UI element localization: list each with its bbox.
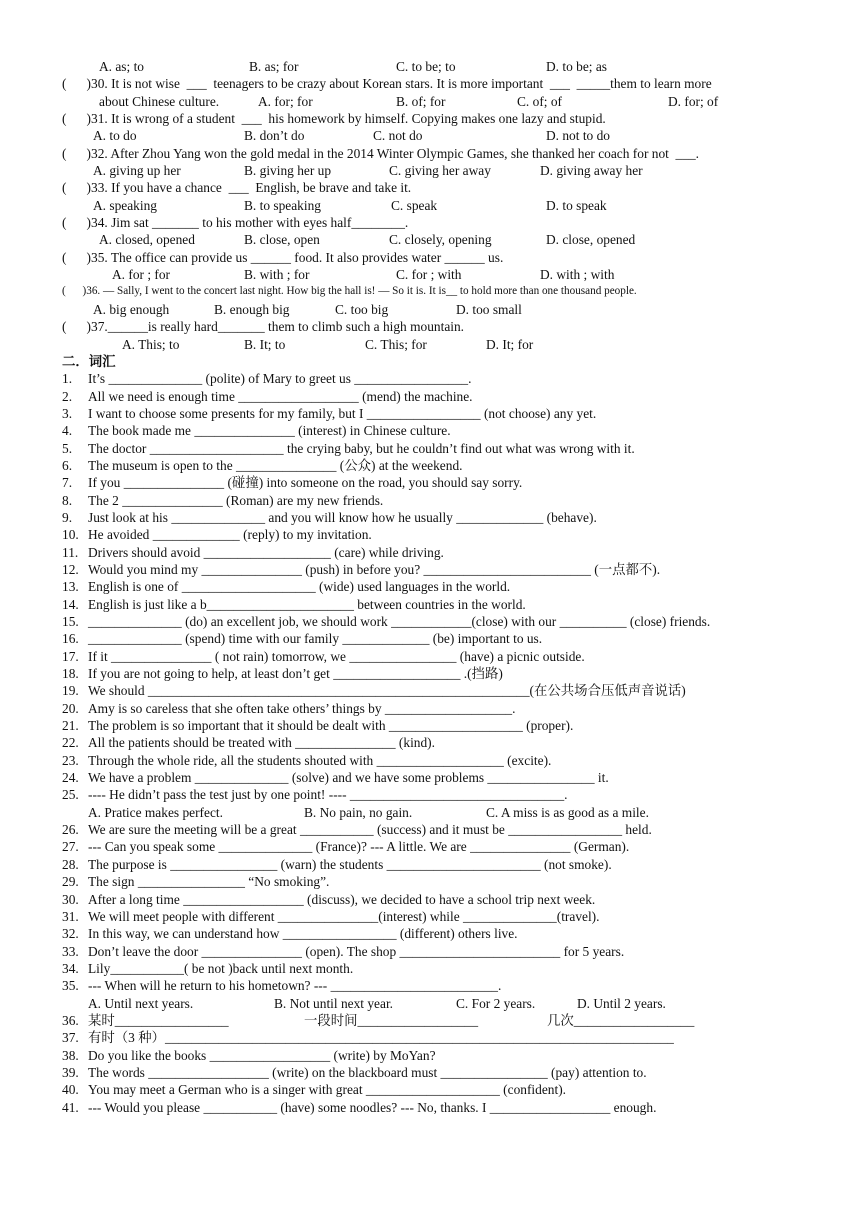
vocab-item [0, 440, 860, 457]
item-text: The sign ________________ “No smoking”. [88, 874, 330, 890]
option-c: C. A miss is as good as a mile. [486, 804, 649, 820]
option-c: C. closely, opening [389, 232, 492, 248]
option-b: B. of; for [396, 93, 446, 109]
option-a: A. closed, opened [99, 232, 195, 248]
item-number: 20. [62, 700, 79, 716]
vocab-item [0, 891, 860, 908]
item-text: Lily___________( be not )back until next month. [88, 960, 354, 976]
option-b: B. No pain, no gain. [304, 804, 413, 820]
item-number: 14. [62, 596, 79, 612]
vocab-item [0, 717, 860, 734]
vocab-item [0, 422, 860, 439]
item-number: 3. [62, 405, 73, 421]
item-number: 10. [62, 527, 79, 543]
q35-vocab-options [0, 995, 860, 1012]
vocab-item [0, 1081, 860, 1098]
item-text: English is one of ____________________ (wide) used languages in the world. [88, 579, 511, 595]
item-number: 26. [62, 822, 79, 838]
item-number: 31. [62, 908, 79, 924]
vocab-item [0, 596, 860, 613]
vocab-item [0, 648, 860, 665]
item-text: Through the whole ride, all the students shouted with ___________________ (excite). [88, 752, 552, 768]
option-d: D. Until 2 years. [577, 995, 666, 1011]
q36-options [0, 301, 860, 318]
item-text: We are sure the meeting will be a great ___________ (success) and it must be _________________ held. [88, 822, 652, 838]
option-a: A. for; for [258, 93, 313, 109]
q37-options [0, 336, 860, 353]
option-b: B. It; to [244, 336, 286, 352]
worksheet-page [0, 58, 860, 1116]
option-d: D. to speak [546, 197, 607, 213]
question-32 [0, 145, 860, 162]
question-36 [0, 283, 860, 300]
option-b: B. as; for [249, 59, 299, 74]
item-number: 39. [62, 1064, 79, 1080]
option-a: A. speaking [93, 197, 157, 213]
section-title: 二．词汇 [62, 353, 116, 369]
option-b: B. enough big [214, 301, 290, 317]
vocab-item [0, 405, 860, 422]
vocab-item [0, 388, 860, 405]
item-number: 25. [62, 787, 79, 803]
option-c: C. too big [335, 301, 389, 317]
item-text: We have a problem ______________ (solve) and we have some problems ________________ it. [88, 770, 609, 786]
question-text: ( )36. — Sally, I went to the concert last night. How big the hall is! — So it is. It is__ to hold more than one thousand people. [62, 285, 637, 298]
vocab-item [0, 873, 860, 890]
item-text: It’s ______________ (polite) of Mary to greet us _________________. [88, 371, 472, 387]
item-text: Would you mind my _______________ (push) in before you? _________________________ (一点都不). [88, 561, 661, 577]
item-text: All we need is enough time __________________ (mend) the machine. [88, 388, 473, 404]
option-b: B. Not until next year. [274, 995, 394, 1011]
option-d: D. with ; with [540, 267, 615, 283]
option-c: C. For 2 years. [456, 995, 536, 1011]
item-text: English is just like a b______________________ between countries in the world. [88, 596, 526, 612]
item-number: 13. [62, 579, 79, 595]
item-text: 某时_________________ [88, 1012, 229, 1028]
vocab-item [0, 908, 860, 925]
option-a: A. This; to [122, 336, 180, 352]
item-number: 9. [62, 509, 73, 525]
option-b: B. don’t do [244, 128, 305, 144]
question-37 [0, 318, 860, 335]
question-33 [0, 179, 860, 196]
item-number: 38. [62, 1047, 79, 1063]
question-30-cont [0, 93, 860, 110]
q35-options [0, 266, 860, 283]
item-number: 41. [62, 1099, 79, 1115]
option-a: A. Pratice makes perfect. [88, 804, 223, 820]
item-text: If it _______________ ( not rain) tomorrow, we ________________ (have) a picnic outside. [88, 648, 585, 664]
item-number: 24. [62, 770, 79, 786]
item-number: 36. [62, 1012, 79, 1028]
vocab-item [0, 613, 860, 630]
vocab-item [0, 578, 860, 595]
item-text: --- When will he return to his hometown? --- _________________________. [88, 978, 502, 994]
option-a: A. giving up her [93, 163, 181, 179]
item-text: ______________ (spend) time with our family _____________ (be) important to us. [88, 631, 543, 647]
item-text: Do you like the books __________________ (write) by MoYan? [88, 1047, 436, 1063]
item-number: 8. [62, 492, 73, 508]
item-number: 30. [62, 891, 79, 907]
item-text: Drivers should avoid ___________________ (care) while driving. [88, 544, 444, 560]
vocab-item [0, 960, 860, 977]
item-number: 15. [62, 614, 79, 629]
item-number: 35. [62, 978, 79, 994]
item-text: ---- He didn’t pass the test just by one point! ---- ________________________________. [88, 787, 568, 803]
question-text: ( )30. It is not wise ___ teenagers to be crazy about Korean stars. It is more important ___ _____them to learn more [62, 76, 712, 92]
item-number: 32. [62, 926, 79, 942]
item-text: He avoided _____________ (reply) to my invitation. [88, 527, 372, 543]
vocab-item [0, 752, 860, 769]
item-number: 5. [62, 440, 73, 456]
item-text: You may meet a German who is a singer with great ____________________ (confident). [88, 1082, 567, 1098]
item-text: 几次__________________ [547, 1012, 695, 1028]
option-a: A. Until next years. [88, 995, 194, 1011]
item-text: 有时（3 种）____________________________________________________________________________ [88, 1030, 674, 1046]
q31-options [0, 127, 860, 144]
option-a: A. to do [93, 128, 137, 144]
item-text: After a long time __________________ (discuss), we decided to have a school trip next week. [88, 891, 596, 907]
q29-options [0, 58, 860, 75]
item-number: 6. [62, 457, 73, 473]
option-d: D. giving away her [540, 163, 643, 179]
option-d: D. It; for [486, 336, 534, 352]
q25-options [0, 804, 860, 821]
vocab-item [0, 665, 860, 682]
vocab-item [0, 769, 860, 786]
vocab-item [0, 561, 860, 578]
question-text: ( )34. Jim sat _______ to his mother with eyes half________. [62, 215, 409, 231]
item-number: 22. [62, 735, 79, 751]
option-d: D. to be; as [546, 59, 607, 74]
vocab-item [0, 1099, 860, 1116]
item-text: The museum is open to the _______________ (公众) at the weekend. [88, 457, 463, 473]
item-number: 40. [62, 1082, 79, 1098]
option-b: B. giving her up [244, 163, 332, 179]
item-number: 37. [62, 1030, 79, 1046]
option-d: D. too small [456, 301, 522, 317]
vocab-item [0, 630, 860, 647]
question-35 [0, 249, 860, 266]
vocab-item [0, 370, 860, 387]
vocab-item [0, 492, 860, 509]
option-b: B. close, open [244, 232, 320, 248]
item-text: In this way, we can understand how _________________ (different) others live. [88, 926, 518, 942]
vocab-item [0, 682, 860, 699]
item-text: We will meet people with different _______________(interest) while ______________(travel). [88, 908, 600, 924]
option-c: C. speak [391, 197, 438, 213]
item-text: The purpose is ________________ (warn) the students _______________________ (not smoke). [88, 856, 612, 872]
section-heading [0, 353, 860, 370]
item-text: If you are not going to help, at least don’t get ___________________ .(挡路) [88, 666, 503, 682]
item-number: 18. [62, 666, 79, 682]
item-number: 21. [62, 718, 79, 734]
question-34 [0, 214, 860, 231]
item-number: 16. [62, 631, 79, 647]
vocab-item [0, 734, 860, 751]
item-number: 17. [62, 648, 79, 664]
item-number: 11. [62, 544, 79, 560]
question-31 [0, 110, 860, 127]
option-c: C. for ; with [396, 267, 462, 283]
question-30 [0, 75, 860, 92]
item-text: The book made me _______________ (interest) in Chinese culture. [88, 423, 451, 439]
item-text: All the patients should be treated with _______________ (kind). [88, 735, 435, 751]
vocab-item [0, 1047, 860, 1064]
item-number: 33. [62, 943, 79, 959]
vocab-item [0, 856, 860, 873]
vocab-item [0, 821, 860, 838]
item-text: I want to choose some presents for my family, but I _________________ (not choose) any yet. [88, 405, 597, 421]
item-text: Don’t leave the door _______________ (open). The shop ________________________ for 5 years. [88, 943, 625, 959]
item-text: 一段时间__________________ [304, 1012, 479, 1028]
item-number: 34. [62, 960, 79, 976]
option-c: C. giving her away [389, 163, 491, 179]
item-text: The 2 _______________ (Roman) are my new friends. [88, 492, 384, 508]
vocab-item [0, 838, 860, 855]
q33-options [0, 197, 860, 214]
vocab-item [0, 544, 860, 561]
item-number: 27. [62, 839, 79, 855]
option-d: D. for; of [668, 93, 719, 109]
item-number: 7. [62, 475, 73, 491]
question-text: ( )31. It is wrong of a student ___ his homework by himself. Copying makes one lazy and stupid. [62, 111, 606, 127]
item-text: --- Would you please ___________ (have) some noodles? --- No, thanks. I __________________ enough. [88, 1099, 657, 1115]
item-text: The doctor ____________________ the crying baby, but he couldn’t find out what was wrong with it. [88, 440, 635, 456]
vocab-list [0, 370, 860, 1116]
vocab-item [0, 786, 860, 803]
item-text: Amy is so careless that she often take others’ things by ___________________. [88, 700, 516, 716]
option-b: B. with ; for [244, 267, 310, 283]
question-text: ( )32. After Zhou Yang won the gold medal in the 2014 Winter Olympic Games, she thanked her coach for not ___. [62, 145, 699, 161]
option-c: C. This; for [365, 336, 427, 352]
option-a: A. as; to [99, 59, 145, 74]
item-text: We should _________________________________________________________(在公共场合压低声音说话) [88, 683, 686, 699]
option-d: D. not to do [546, 128, 610, 144]
item-text: The problem is so important that it should be dealt with ____________________ (proper). [88, 718, 574, 734]
option-a: A. big enough [93, 301, 170, 317]
question-text: ( )33. If you have a chance ___ English, be brave and take it. [62, 180, 412, 196]
option-d: D. close, opened [546, 232, 636, 248]
item-number: 4. [62, 423, 73, 439]
item-text: If you _______________ (碰撞) into someone on the road, you should say sorry. [88, 475, 523, 491]
question-text: about Chinese culture. [99, 93, 220, 109]
option-c: C. of; of [517, 93, 563, 109]
item-text: --- Can you speak some ______________ (France)? --- A little. We are _______________ (German). [88, 839, 630, 855]
item-text: ______________ (do) an excellent job, we should work ____________(close) with our __________ (close) friends. [88, 614, 711, 629]
item-number: 2. [62, 388, 73, 404]
vocab-item [0, 1012, 860, 1029]
option-c: C. not do [373, 128, 423, 144]
vocab-item [0, 474, 860, 491]
vocab-item [0, 1029, 860, 1046]
item-number: 1. [62, 371, 73, 387]
item-text: The words __________________ (write) on the blackboard must ________________ (pay) attention to. [88, 1064, 647, 1080]
item-number: 28. [62, 856, 79, 872]
q34-options [0, 231, 860, 248]
item-number: 23. [62, 752, 79, 768]
question-text: ( )37.______is really hard_______ them to climb such a high mountain. [62, 319, 465, 335]
vocab-item [0, 925, 860, 942]
vocab-item [0, 700, 860, 717]
item-number: 12. [62, 561, 79, 577]
option-b: B. to speaking [244, 197, 321, 213]
q32-options [0, 162, 860, 179]
vocab-item [0, 526, 860, 543]
vocab-item [0, 1064, 860, 1081]
item-text: Just look at his ______________ and you will know how he usually _____________ (behave). [88, 509, 597, 525]
item-number: 29. [62, 874, 79, 890]
vocab-item [0, 943, 860, 960]
option-c: C. to be; to [396, 59, 456, 74]
item-number: 19. [62, 683, 79, 699]
vocab-item [0, 977, 860, 994]
question-text: ( )35. The office can provide us ______ food. It also provides water ______ us. [62, 249, 504, 265]
vocab-item [0, 509, 860, 526]
vocab-item [0, 457, 860, 474]
option-a: A. for ; for [112, 267, 171, 283]
